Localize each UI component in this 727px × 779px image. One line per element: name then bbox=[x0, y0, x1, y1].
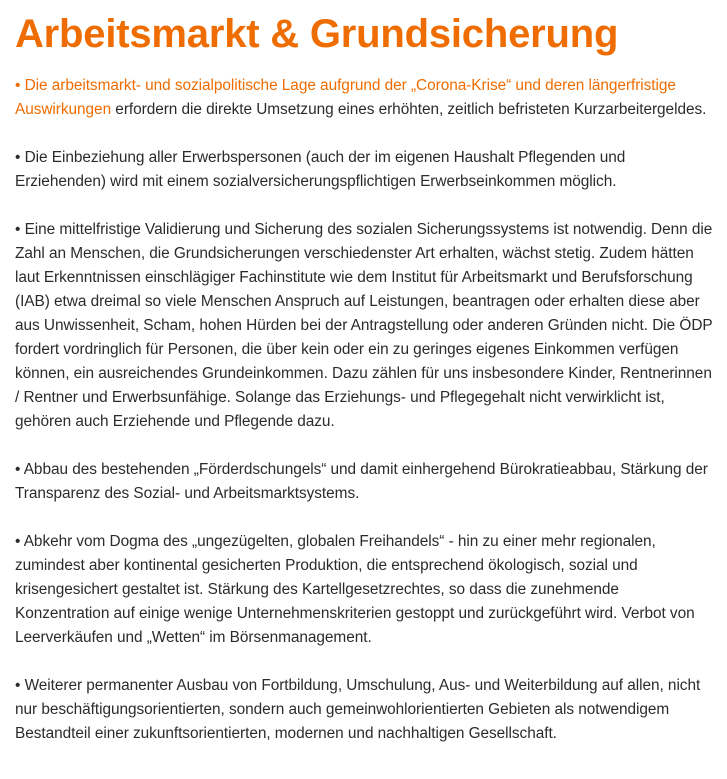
paragraph-fortbildung bbox=[15, 674, 713, 746]
paragraph-freihandel bbox=[15, 530, 713, 650]
content bbox=[15, 74, 713, 746]
paragraph-text: • Abbau des bestehenden „Förderdschungels“ und damit einhergehend Bürokratieabbau, Stärkung der Transparenz des Sozial- und Arbeitsmarktsystems. bbox=[15, 461, 708, 502]
paragraph-foerderdschungel bbox=[15, 458, 713, 506]
paragraph-text: • Weiterer permanenter Ausbau von Fortbildung, Umschulung, Aus- und Weiterbildung auf allen, nicht nur beschäftigungsorientierten, sondern auch gemeinwohlorientierten Gebieten als notwendigem Bestandteil einer zukunftsorientierten, modernen und nachhaltigen Gesellschaft. bbox=[15, 677, 701, 742]
paragraph-kurzarbeitergeld bbox=[15, 74, 713, 122]
paragraph-text: erfordern die direkte Umsetzung eines erhöhten, zeitlich befristeten Kurzarbeitergeldes. bbox=[111, 101, 707, 118]
page-title: Arbeitsmarkt & Grundsicherung bbox=[15, 12, 619, 56]
paragraph-erwerbspersonen bbox=[15, 146, 713, 194]
highlight-link-text[interactable]: • Die arbeitsmarkt- und sozialpolitische Lage aufgrund der „Corona-Krise“ und deren längerfristige Auswirkungen bbox=[15, 77, 676, 118]
paragraph-sicherungssystem bbox=[15, 218, 713, 434]
paragraph-text: • Abkehr vom Dogma des „ungezügelten, globalen Freihandels“ - hin zu einer mehr regionalen, zumindest aber kontinental gesicherten Produktion, die entsprechend ökologisch, sozial und krisengesichert gestaltet ist. Stärkung des Kartellgesetzrechtes, so dass die zunehmende Konzentration auf einige wenige Unternehmenskriterien gestoppt und zurückgeführt wird. Verbot von Leerverkäufen und „Wetten“ im Börsenmanagement. bbox=[15, 533, 695, 646]
paragraph-text: • Die Einbeziehung aller Erwerbspersonen (auch der im eigenen Haushalt Pflegenden und Erziehenden) wird mit einem sozialversicherungspflichtigen Erwerbseinkommen möglich. bbox=[15, 149, 626, 190]
paragraph-text: • Eine mittelfristige Validierung und Sicherung des sozialen Sicherungssystems ist notwendig. Denn die Zahl an Menschen, die Grundsicherungen verschiedenster Art erhalten, wächst stetig. Zudem hätten laut Erkenntnissen einschlägiger Fachinstitute wie dem Institut für Arbeitsmarkt und Berufsforschung (IAB) etwa dreimal so viele Menschen Anspruch auf Leistungen, beantragen oder erhalten diese aber aus Unwissenheit, Scham, hohen Hürden bei der Antragstellung oder anderen Gründen nicht. Die ÖDP fordert vordringlich für Personen, die über kein oder ein zu geringes eigenes Einkommen verfügen können, ein ausreichendes Grundeinkommen. Dazu zählen für uns insbesondere Kinder, Rentnerinnen / Rentner und Erwerbsunfähige. Solange das Erziehungs- und Pflegegehalt nicht verwirklicht ist, gehören auch Erziehende und Pflegende dazu. bbox=[15, 221, 713, 430]
